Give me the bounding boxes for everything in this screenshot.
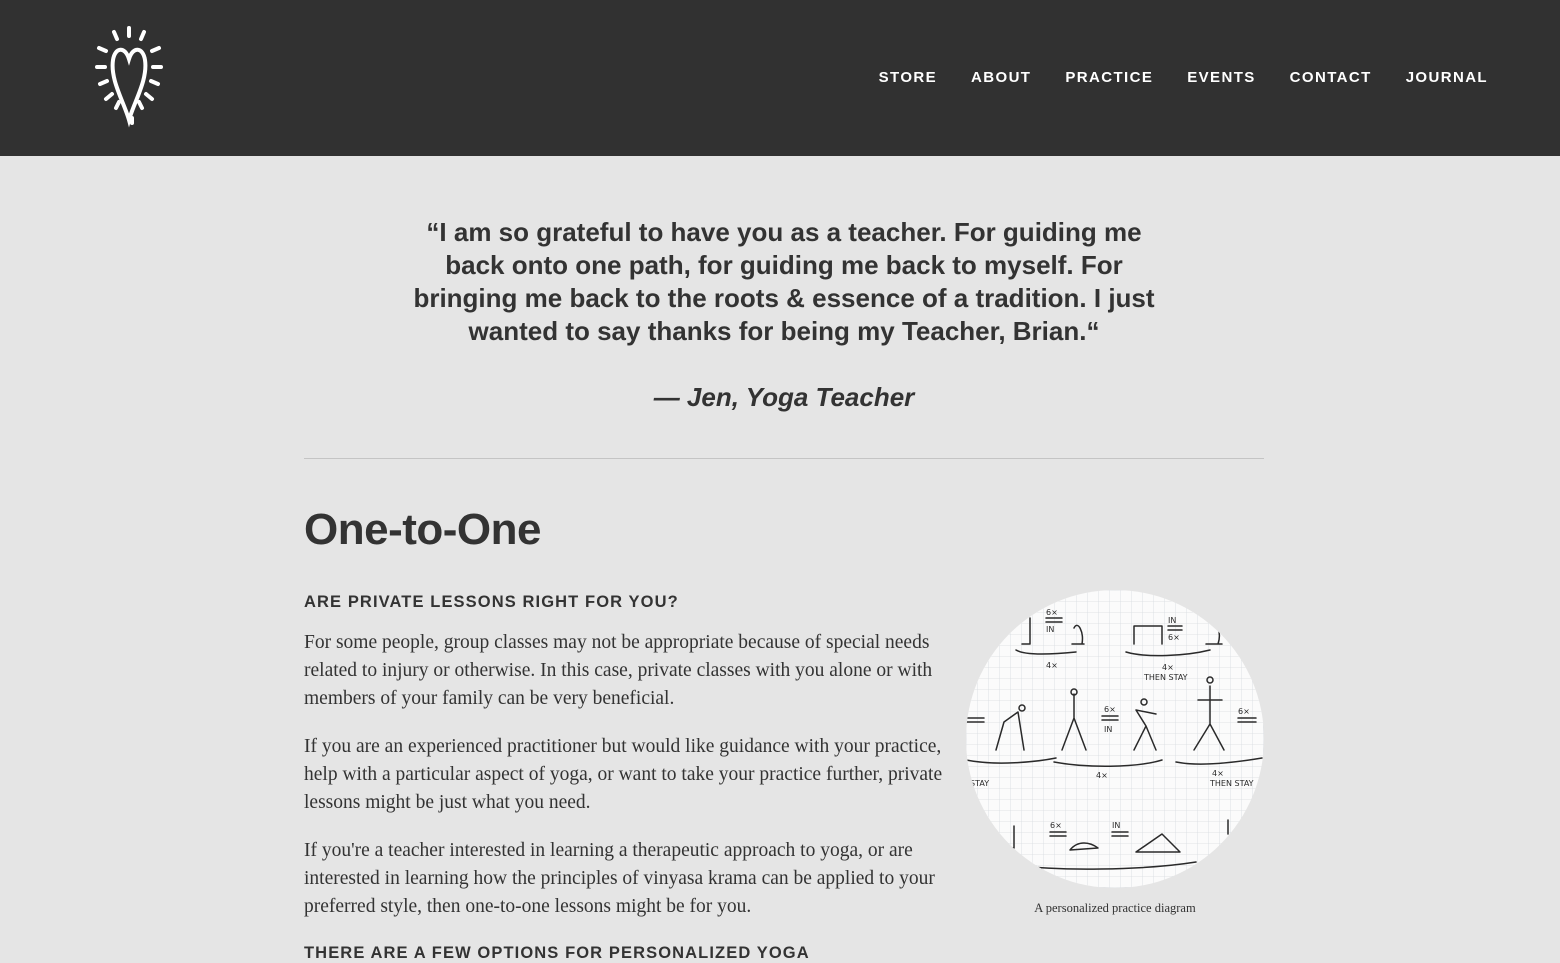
diagram-note: 6× bbox=[1168, 633, 1180, 642]
nav-events[interactable]: EVENTS bbox=[1187, 69, 1256, 86]
diagram-note: 4× bbox=[1212, 769, 1224, 778]
nav-journal[interactable]: JOURNAL bbox=[1405, 69, 1488, 86]
diagram-note: 6× bbox=[1046, 608, 1058, 617]
diagram-note: IN bbox=[1168, 616, 1177, 625]
nav-contact[interactable]: CONTACT bbox=[1289, 69, 1372, 86]
paragraph-2: If you are an experienced practitioner but would like guidance with your practice, help with a particular aspect of yoga, or want to take your practice further, private lessons might be just what you need. bbox=[304, 736, 943, 813]
practice-diagram-image bbox=[966, 590, 1264, 888]
diagram-note: 4× bbox=[1046, 661, 1058, 670]
diagram-note: 4× bbox=[1162, 663, 1174, 672]
diagram-note: 6× bbox=[1050, 821, 1062, 830]
diagram-note: IN bbox=[1112, 821, 1121, 830]
section-subheading-2: THERE ARE A FEW OPTIONS FOR PERSONALIZED YOGA bbox=[304, 944, 810, 962]
nav-about[interactable]: ABOUT bbox=[971, 69, 1032, 86]
practice-diagram-drawing bbox=[966, 590, 1264, 888]
testimonial-attribution: — Jen, Yoga Teacher bbox=[653, 382, 915, 412]
paragraph-1: For some people, group classes may not be appropriate because of special needs related to injury or otherwise. In this case, private classes with you alone or with members of your family can be very beneficial. bbox=[304, 632, 933, 709]
diagram-note: STAY bbox=[970, 779, 990, 788]
heart-logo-icon[interactable] bbox=[94, 22, 164, 128]
nav-store[interactable]: STORE bbox=[878, 69, 938, 86]
diagram-note: IN bbox=[1104, 725, 1113, 734]
diagram-note: THEN STAY bbox=[1210, 779, 1254, 788]
paragraph-3: If you're a teacher interested in learning a therapeutic approach to yoga, or are interested in learning how the principles of vinyasa krama can be applied to your preferred style, then one-to-one lessons might be for you. bbox=[304, 840, 935, 917]
page-title: One-to-One bbox=[304, 505, 541, 554]
testimonial-quote: “I am so grateful to have you as a teacher. For guiding me back onto one path, for guiding me back to myself. For bringing me back to the roots & essence of a tradition. I just wanted to say thanks for being my Teacher, Brian.“ bbox=[413, 217, 1155, 346]
section-divider bbox=[304, 458, 1264, 459]
site-header bbox=[0, 0, 1560, 156]
diagram-note: IN bbox=[1046, 625, 1055, 634]
image-caption: A personalized practice diagram bbox=[1034, 901, 1196, 915]
section-subheading: ARE PRIVATE LESSONS RIGHT FOR YOU? bbox=[304, 593, 679, 611]
nav-practice[interactable]: PRACTICE bbox=[1065, 69, 1154, 86]
main-nav bbox=[879, 69, 1488, 87]
diagram-note: THEN STAY bbox=[1144, 673, 1188, 682]
diagram-note: 4× bbox=[1096, 771, 1108, 780]
diagram-note: 6× bbox=[1104, 705, 1116, 714]
diagram-note: 6× bbox=[1238, 707, 1250, 716]
